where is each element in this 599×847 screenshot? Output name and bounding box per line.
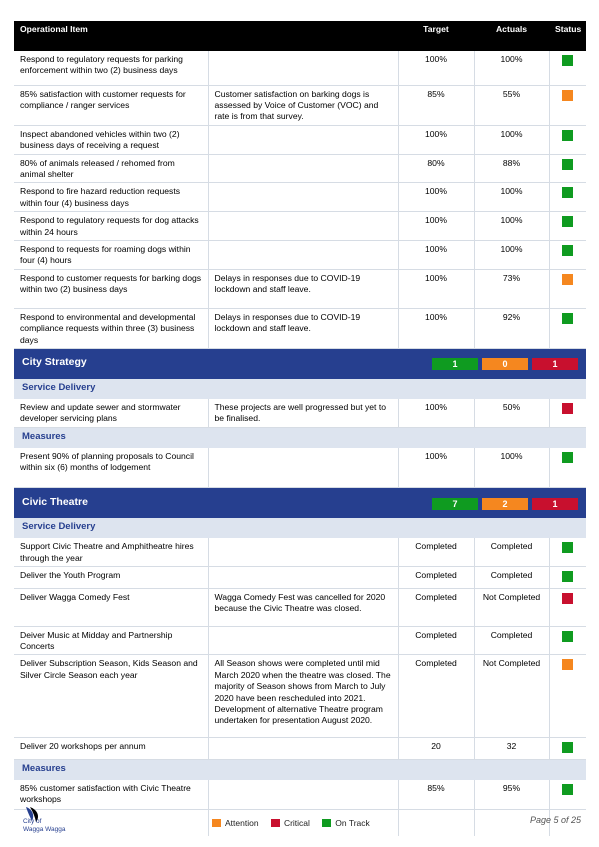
status-indicator bbox=[562, 90, 573, 101]
section-title: Civic Theatre bbox=[22, 495, 88, 508]
logo-line-1: City of bbox=[23, 818, 42, 825]
status-legend bbox=[212, 818, 380, 828]
header-comment bbox=[208, 21, 398, 51]
row-actual: 100% bbox=[474, 51, 549, 85]
row-comment bbox=[208, 183, 398, 212]
row-item: Review and update sewer and stormwater developer servicing plans bbox=[14, 399, 208, 427]
row-comment bbox=[208, 538, 398, 566]
table-row bbox=[14, 399, 586, 427]
table-row bbox=[14, 448, 586, 488]
row-target: 80% bbox=[398, 154, 474, 183]
logo-line-2: Wagga Wagga bbox=[23, 825, 66, 833]
row-target: 100% bbox=[398, 448, 474, 488]
row-item: Respond to regulatory requests for dog attacks within 24 hours bbox=[14, 212, 208, 241]
row-actual: 95% bbox=[474, 780, 549, 810]
row-item: Present 90% of planning proposals to Council within six (6) months of lodgement bbox=[14, 448, 208, 488]
table-row bbox=[14, 85, 586, 125]
status-indicator bbox=[562, 542, 573, 553]
row-actual: Completed bbox=[474, 567, 549, 588]
status-indicator bbox=[562, 593, 573, 604]
row-comment bbox=[208, 125, 398, 154]
section-city-strategy bbox=[14, 349, 586, 380]
status-indicator bbox=[562, 187, 573, 198]
row-comment bbox=[208, 626, 398, 655]
row-item: Respond to requests for roaming dogs within four (4) hours bbox=[14, 240, 208, 269]
row-target: 85% bbox=[398, 85, 474, 125]
row-comment: All Season shows were completed until mid March 2020 when the theatre was closed. The majority of Season shows from March to July 2020 have been rescheduled into 2021. Development of alternative Theatre program undertaken for presentation August 2020. bbox=[208, 655, 398, 738]
row-comment bbox=[208, 240, 398, 269]
row-actual: Completed bbox=[474, 538, 549, 566]
row-target: Completed bbox=[398, 588, 474, 626]
attention-count: 2 bbox=[482, 498, 528, 510]
row-item: Inspect abandoned vehicles within two (2) business days of receiving a request bbox=[14, 125, 208, 154]
row-actual: Not Completed bbox=[474, 655, 549, 738]
row-comment bbox=[208, 154, 398, 183]
table-row bbox=[14, 51, 586, 85]
row-actual: 32 bbox=[474, 738, 549, 759]
page-number: Page 5 of 25 bbox=[529, 815, 581, 825]
row-target: 100% bbox=[398, 240, 474, 269]
status-indicator bbox=[562, 571, 573, 582]
legend-on-track: On Track bbox=[322, 818, 369, 828]
row-target: 100% bbox=[398, 183, 474, 212]
table-row bbox=[14, 567, 586, 588]
attention-count: 0 bbox=[482, 358, 528, 370]
table-row bbox=[14, 269, 586, 308]
row-item: Deliver Wagga Comedy Fest bbox=[14, 588, 208, 626]
table-header bbox=[14, 21, 586, 51]
table-row bbox=[14, 738, 586, 759]
row-item: Deliver 20 workshops per annum bbox=[14, 738, 208, 759]
row-target: 100% bbox=[398, 308, 474, 348]
header-status: Status bbox=[549, 21, 586, 51]
row-actual: Not Completed bbox=[474, 588, 549, 626]
row-comment bbox=[208, 567, 398, 588]
table-row bbox=[14, 626, 586, 655]
status-indicator bbox=[562, 631, 573, 642]
table-row bbox=[14, 308, 586, 348]
subsection-measures: Measures bbox=[14, 427, 586, 448]
table-row bbox=[14, 125, 586, 154]
row-actual: 73% bbox=[474, 269, 549, 308]
row-actual: 100% bbox=[474, 448, 549, 488]
table-row bbox=[14, 588, 586, 626]
row-target: 100% bbox=[398, 399, 474, 427]
status-indicator bbox=[562, 130, 573, 141]
row-comment: Wagga Comedy Fest was cancelled for 2020 because the Civic Theatre was closed. bbox=[208, 588, 398, 626]
row-actual: Completed bbox=[474, 626, 549, 655]
row-item: 80% of animals released / rehomed from animal shelter bbox=[14, 154, 208, 183]
row-item: Respond to environmental and developmental compliance requests within three (3) business days bbox=[14, 308, 208, 348]
row-actual: 100% bbox=[474, 125, 549, 154]
row-comment bbox=[208, 738, 398, 759]
row-target: 100% bbox=[398, 51, 474, 85]
on-track-count: 7 bbox=[432, 498, 478, 510]
status-indicator bbox=[562, 452, 573, 463]
row-item: Respond to fire hazard reduction requests within four (4) business days bbox=[14, 183, 208, 212]
on-track-count: 1 bbox=[432, 358, 478, 370]
row-target: 85% bbox=[398, 780, 474, 810]
subsection-service-delivery: Service Delivery bbox=[14, 518, 586, 538]
row-item: Deliver Subscription Season, Kids Season and Silver Circle Season each year bbox=[14, 655, 208, 738]
row-item: Respond to customer requests for barking dogs within two (2) business days bbox=[14, 269, 208, 308]
status-indicator bbox=[562, 55, 573, 66]
subsection-measures: Measures bbox=[14, 759, 586, 780]
row-target: 100% bbox=[398, 125, 474, 154]
row-comment bbox=[208, 448, 398, 488]
status-indicator bbox=[562, 216, 573, 227]
row-item: Deiver Music at Midday and Partnership Concerts bbox=[14, 626, 208, 655]
row-item: Respond to regulatory requests for parking enforcement within two (2) business days bbox=[14, 51, 208, 85]
page-footer bbox=[0, 800, 599, 847]
row-actual: 50% bbox=[474, 399, 549, 427]
table-row bbox=[14, 655, 586, 738]
header-item: Operational Item bbox=[14, 21, 208, 51]
row-actual: 88% bbox=[474, 154, 549, 183]
table-row bbox=[14, 212, 586, 241]
status-indicator bbox=[562, 159, 573, 170]
row-item: 85% customer satisfaction with Civic Theatre workshops bbox=[14, 780, 208, 810]
row-actual: 100% bbox=[474, 212, 549, 241]
subsection-service-delivery: Service Delivery bbox=[14, 379, 586, 399]
header-target: Target bbox=[398, 21, 474, 51]
status-indicator bbox=[562, 245, 573, 256]
table-row bbox=[14, 538, 586, 566]
row-target: 100% bbox=[398, 269, 474, 308]
critical-count: 1 bbox=[532, 498, 578, 510]
status-indicator bbox=[562, 784, 573, 795]
table-row bbox=[14, 183, 586, 212]
row-target: Completed bbox=[398, 538, 474, 566]
status-indicator bbox=[562, 313, 573, 324]
legend-attention: Attention bbox=[212, 818, 259, 828]
row-comment bbox=[208, 51, 398, 85]
row-target: 100% bbox=[398, 212, 474, 241]
row-item: 85% satisfaction with customer requests for compliance / ranger services bbox=[14, 85, 208, 125]
table-row bbox=[14, 240, 586, 269]
row-actual: 55% bbox=[474, 85, 549, 125]
critical-count: 1 bbox=[532, 358, 578, 370]
status-indicator bbox=[562, 274, 573, 285]
row-item: Deliver the Youth Program bbox=[14, 567, 208, 588]
table-row bbox=[14, 154, 586, 183]
row-comment: Delays in responses due to COVID-19 lockdown and staff leave. bbox=[208, 269, 398, 308]
status-indicator bbox=[562, 742, 573, 753]
header-actuals: Actuals bbox=[474, 21, 549, 51]
row-actual: 100% bbox=[474, 183, 549, 212]
section-civic-theatre bbox=[14, 488, 586, 519]
row-target: Completed bbox=[398, 567, 474, 588]
row-target: 20 bbox=[398, 738, 474, 759]
section-title: City Strategy bbox=[22, 356, 87, 369]
legend-critical: Critical bbox=[271, 818, 310, 828]
row-comment: Customer satisfaction on barking dogs is assessed by Voice of Customer (VOC) and rate is from that survey. bbox=[208, 85, 398, 125]
row-comment: These projects are well progressed but yet to be finalised. bbox=[208, 399, 398, 427]
row-target: Completed bbox=[398, 626, 474, 655]
row-target: Completed bbox=[398, 655, 474, 738]
status-indicator bbox=[562, 659, 573, 670]
status-indicator bbox=[562, 403, 573, 414]
operational-plan-table bbox=[14, 21, 586, 836]
row-actual: 100% bbox=[474, 240, 549, 269]
row-comment bbox=[208, 212, 398, 241]
row-item: Support Civic Theatre and Amphitheatre hires through the year bbox=[14, 538, 208, 566]
row-comment: Delays in responses due to COVID-19 lockdown and staff leave. bbox=[208, 308, 398, 348]
row-actual: 92% bbox=[474, 308, 549, 348]
logo-text bbox=[23, 818, 66, 833]
